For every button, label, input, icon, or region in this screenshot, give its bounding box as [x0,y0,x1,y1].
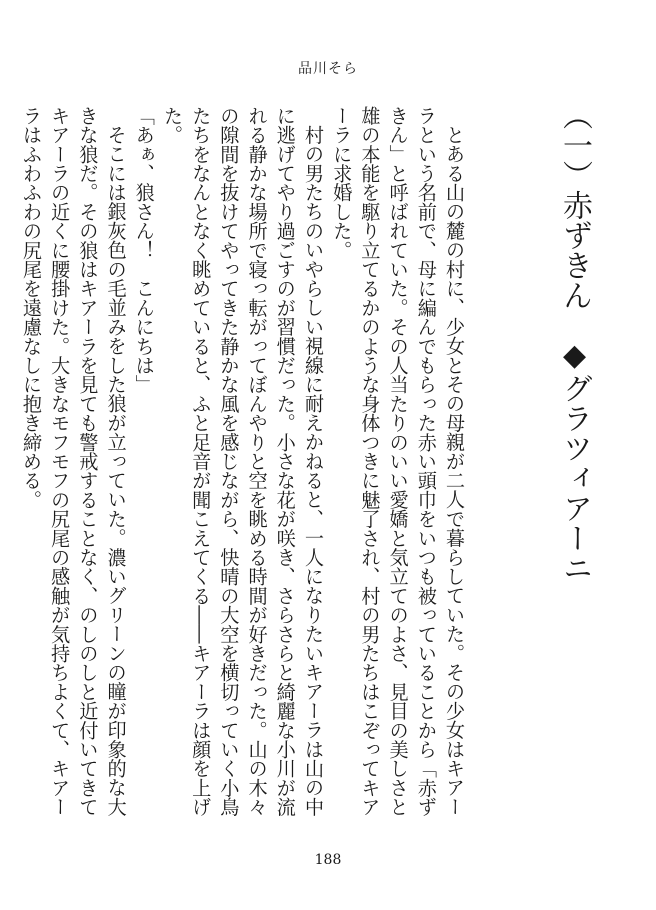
paragraph-2: 村の男たちのいやらしい視線に耐えかねると、一人になりたいキアーラは山の中に逃げてやり過ごすのが習慣だった。小さな花が咲き、さらさらと綺麗な小川が流れる静かな場所で寝っ転がってぼんやりと空を眺める時間が好きだった。山の木々の隙間を抜けてやってきた静かな風を感じながら、快晴の大空を横切っていく小鳥たちをなんとなく眺めていると、ふと足音が聞こえてくる――キアーラは顔を上げた。 [160,106,325,817]
paragraph-3-dialogue: 「あぁ、狼さん！ こんにちは」 [132,106,156,394]
chapter-heading [532,100,600,700]
body-text [19,106,468,821]
page-number: 188 [314,852,342,868]
paragraph-1: とある山の麓の村に、少女とその母親が二人で暮らしていた。その少女はキアーラという名前で、母に編んでもらった赤い頭巾をいつも被っていることから「赤ずきん」と呼ばれていた。その人当たりのいい愛嬌と気立てのよさ、見目の美しさと雄の本能を駆り立てるかのような身体つきに魅了され、村の男たちはこぞってキアーラに求婚した。 [330,106,466,817]
chapter-number: （一）赤ずきん [557,100,592,310]
chapter-subtitle: ◆グラツィアーニ [557,338,592,583]
running-head: 品川そら [298,61,358,77]
paragraph-4: そこには銀灰色の毛並みをした狼が立っていた。濃いグリーンの瞳が印象的な大きな狼だ。その狼はキアーラを見ても警戒することなく、のしのしと近付いてきてキアーラの近くに腰掛けた。大きなモフモフの尻尾の感触が気持ちよくて、キアーラはふわふわの尻尾を遠慮なしに抱き締める。 [19,106,128,817]
